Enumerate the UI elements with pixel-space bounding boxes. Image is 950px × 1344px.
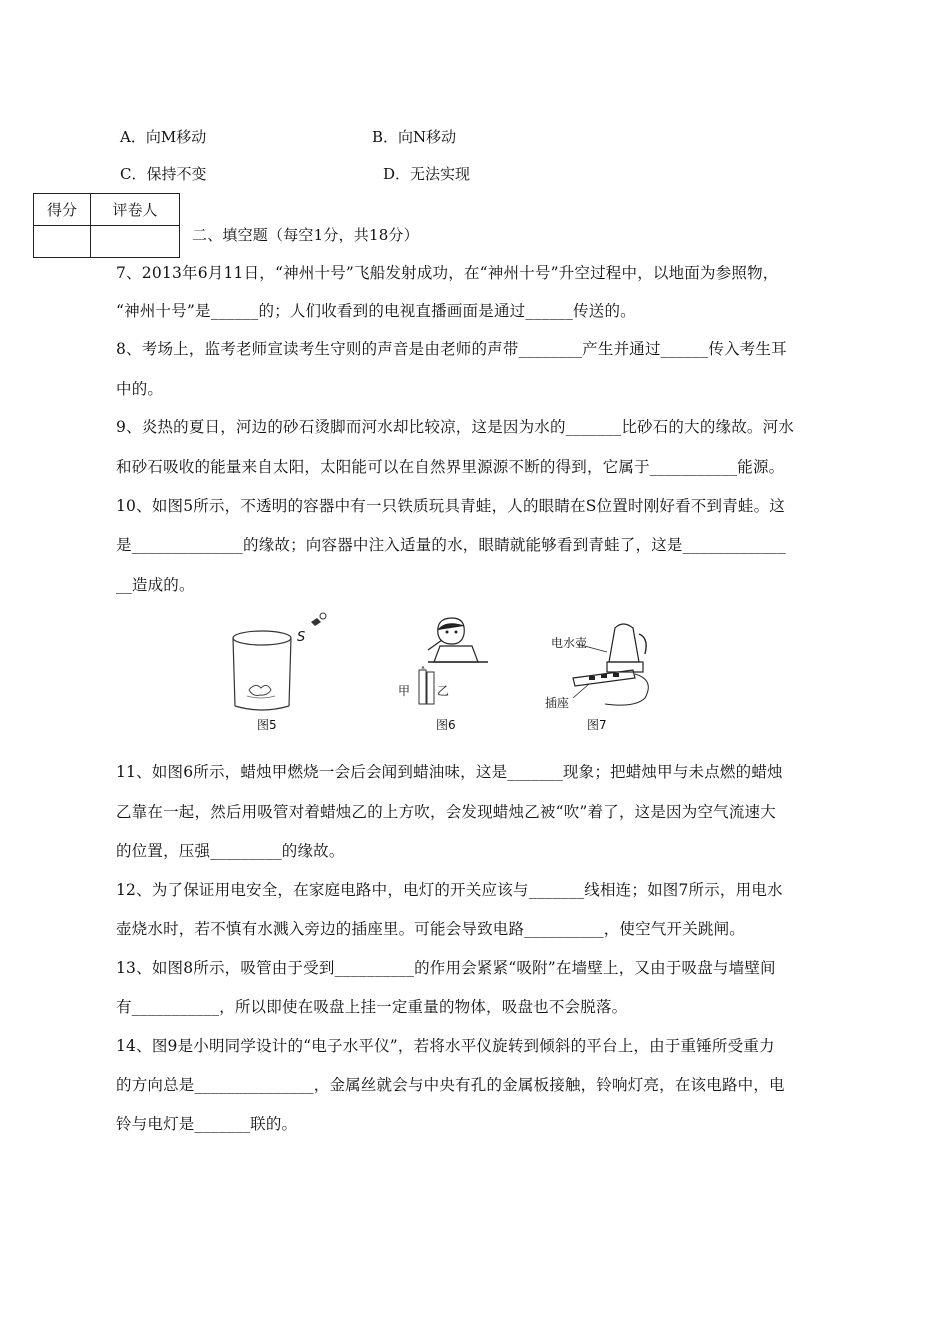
q11-line2: 乙靠在一起，然后用吸管对着蜡烛乙的上方吹，会发现蜡烛乙被“吹”着了，这是因为空气流速大: [116, 803, 776, 821]
q7-line1: 7、2013年6月11日，“神州十号”飞船发射成功，在“神州十号”升空过程中，以地面为参照物，: [116, 264, 779, 282]
container-frog-illustration: [225, 612, 335, 722]
score-cell: [34, 226, 91, 258]
candles-illustration: [398, 612, 493, 716]
section-title: 二、填空题（每空1分，共18分）: [192, 226, 419, 244]
socket-label: 插座: [545, 696, 570, 710]
q11-line3: 的位置，压强_________的缘故。: [116, 842, 345, 860]
q11-line1: 11、如图6所示，蜡烛甲燃烧一会后会闻到蜡油味，这是_______现象；把蜡烛甲与未点燃的蜡烛: [116, 763, 783, 781]
q12-line2: 壶烧水时，若不慎有水溅入旁边的插座里。可能会导致电路__________，使空气开关跳闸。: [116, 920, 746, 938]
q13-line2: 有___________，所以即使在吸盘上挂一定重量的物体，吸盘也不会脱落。: [116, 998, 628, 1016]
q10-line3: __造成的。: [116, 576, 195, 594]
option-d: D．无法实现: [383, 165, 471, 183]
q10-line1: 10、如图5所示，不透明的容器中有一只铁质玩具青蛙，人的眼睛在S位置时刚好看不到青蛙。这: [116, 497, 786, 515]
q7-line2: “神州十号”是______的；人们收看到的电视直播画面是通过______传送的。: [116, 302, 636, 320]
candle-jia-label: 甲: [398, 684, 411, 698]
grader-header: 评卷人: [91, 194, 180, 226]
q8-line1: 8、考场上，监考老师宣读考生守则的声音是由老师的声带________产生并通过______传入考生耳: [116, 340, 787, 358]
q10-line2: 是______________的缘故；向容器中注入适量的水，眼睛就能够看到青蛙了，这是_____________: [116, 536, 786, 554]
option-b: B．向N移动: [372, 128, 457, 146]
q8-line2: 中的。: [116, 380, 164, 398]
figure-6: [398, 612, 493, 734]
score-table: [33, 193, 180, 258]
q13-line1: 13、如图8所示，吸管由于受到__________的作用会紧紧“吸附”在墙壁上，又由于吸盘与墙壁间: [116, 959, 776, 977]
figure-5-caption: 图5: [257, 718, 277, 732]
q12-line1: 12、为了保证用电安全，在家庭电路中，电灯的开关应该与_______线相连；如图7所示，用电水: [116, 881, 783, 899]
q14-line1: 14、图9是小明同学设计的“电子水平仪”，若将水平仪旋转到倾斜的平台上，由于重锤所受重力: [116, 1037, 775, 1055]
kettle-label: 电水壶: [551, 636, 588, 650]
figure-5: [225, 612, 315, 734]
q14-line2: 的方向总是_______________，金属丝就会与中央有孔的金属板接触，铃响灯亮，在该电路中，电: [116, 1076, 785, 1094]
option-a: A．向M移动: [120, 128, 207, 146]
q9-line2: 和砂石吸收的能量来自太阳，太阳能可以在自然界里源源不断的得到，它属于___________能源。: [116, 458, 785, 476]
candle-yi-label: 乙: [437, 684, 450, 698]
q9-line1: 9、炎热的夏日，河边的砂石烫脚而河水却比较凉，这是因为水的_______比砂石的大的缘故。河水: [116, 418, 795, 436]
score-header: 得分: [34, 194, 91, 226]
option-c: C．保持不变: [120, 165, 207, 183]
figure-6-caption: 图6: [436, 718, 456, 732]
figure-5-s-label: S: [297, 630, 306, 645]
q14-line3: 铃与电灯是_______联的。: [116, 1115, 298, 1133]
figure-7-caption: 图7: [587, 718, 607, 732]
grader-cell: [91, 226, 180, 258]
figure-7: [543, 612, 663, 734]
